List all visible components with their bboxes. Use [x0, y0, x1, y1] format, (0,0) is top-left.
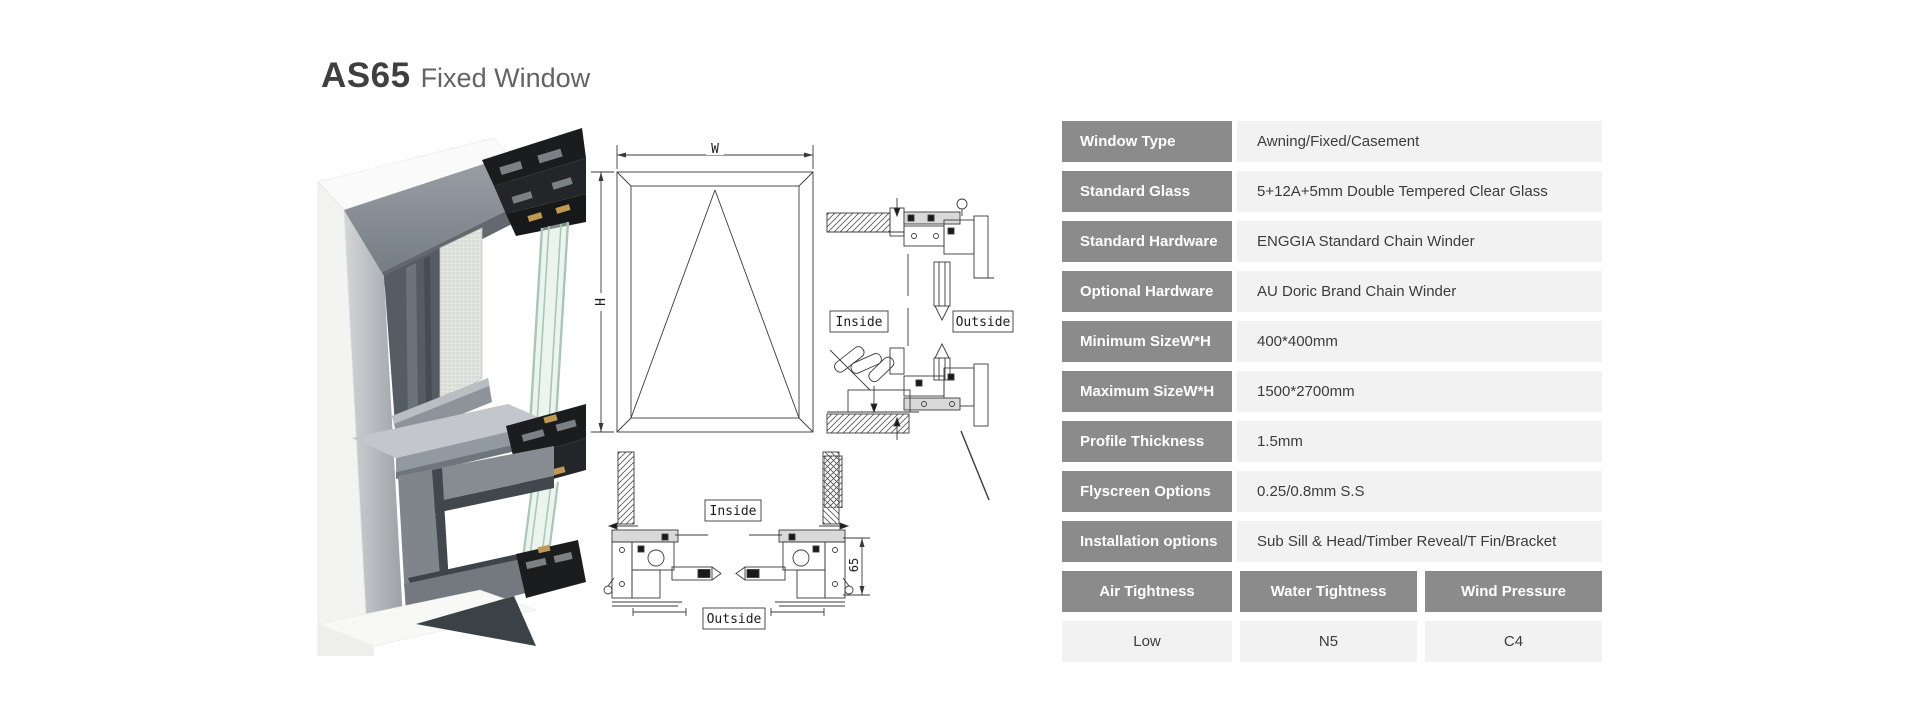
spec-value: 1500*2700mm [1237, 371, 1602, 412]
spec-label: Maximum SizeW*H [1062, 371, 1232, 412]
table-row [1062, 121, 1602, 162]
jamb-left [604, 452, 721, 616]
product-type: Fixed Window [420, 63, 591, 93]
performance-value: C4 [1425, 621, 1602, 662]
wall-hatch-top [827, 213, 890, 232]
spec-label: Standard Glass [1062, 171, 1232, 212]
spec-value: ENGGIA Standard Chain Winder [1237, 221, 1602, 262]
performance-header: Water Tightness [1240, 571, 1417, 612]
spec-value: 1.5mm [1237, 421, 1602, 462]
table-row [1062, 471, 1602, 512]
inside-label: Inside [709, 504, 757, 519]
outside-label: Outside [706, 612, 762, 627]
performance-value: N5 [1240, 621, 1417, 662]
chain-hook [957, 199, 967, 209]
outside-label: Outside [955, 315, 1011, 330]
spec-label: Installation options [1062, 521, 1232, 562]
spec-table [1062, 121, 1602, 671]
performance-header: Wind Pressure [1425, 571, 1602, 612]
flyscreen-mesh [440, 228, 482, 408]
table-row [1062, 221, 1602, 262]
chain-winder [830, 345, 910, 412]
page-title [321, 56, 590, 96]
table-row [1062, 321, 1602, 362]
spec-value: AU Doric Brand Chain Winder [1237, 271, 1602, 312]
inside-label: Inside [835, 315, 883, 330]
depth-label: 65 [847, 557, 861, 573]
performance-header-row [1062, 571, 1602, 612]
frame-inner [631, 186, 799, 418]
sash-groove [406, 263, 418, 424]
elevation-drawing [583, 133, 823, 448]
model-name: AS65 [321, 56, 411, 95]
spec-value: Sub Sill & Head/Timber Reveal/T Fin/Bracket [1237, 521, 1602, 562]
table-row [1062, 421, 1602, 462]
spec-label: Minimum SizeW*H [1062, 321, 1232, 362]
spec-label: Window Type [1062, 121, 1232, 162]
spec-value: Awning/Fixed/Casement [1237, 121, 1602, 162]
table-row [1062, 171, 1602, 212]
spec-label: Profile Thickness [1062, 421, 1232, 462]
opening-symbol [631, 190, 715, 418]
spec-value: 400*400mm [1237, 321, 1602, 362]
table-row [1062, 521, 1602, 562]
spec-label: Flyscreen Options [1062, 471, 1232, 512]
spec-label: Optional Hardware [1062, 271, 1232, 312]
performance-value-row [1062, 621, 1602, 662]
glass-upper [934, 262, 950, 320]
frame-outer [617, 172, 813, 432]
spec-value: 5+12A+5mm Double Tempered Clear Glass [1237, 171, 1602, 212]
performance-value: Low [1062, 621, 1232, 662]
spec-value: 0.25/0.8mm S.S [1237, 471, 1602, 512]
glass-panes-upper [530, 222, 568, 426]
winder-arm [961, 431, 989, 500]
performance-header: Air Tightness [1062, 571, 1232, 612]
jamb-right [736, 452, 853, 616]
horizontal-section-drawing [598, 438, 908, 665]
width-label: W [711, 142, 719, 157]
spec-label: Standard Hardware [1062, 221, 1232, 262]
window-corner-cutaway-render [256, 116, 586, 656]
height-label: H [594, 298, 609, 306]
table-row [1062, 371, 1602, 412]
table-row [1062, 271, 1602, 312]
